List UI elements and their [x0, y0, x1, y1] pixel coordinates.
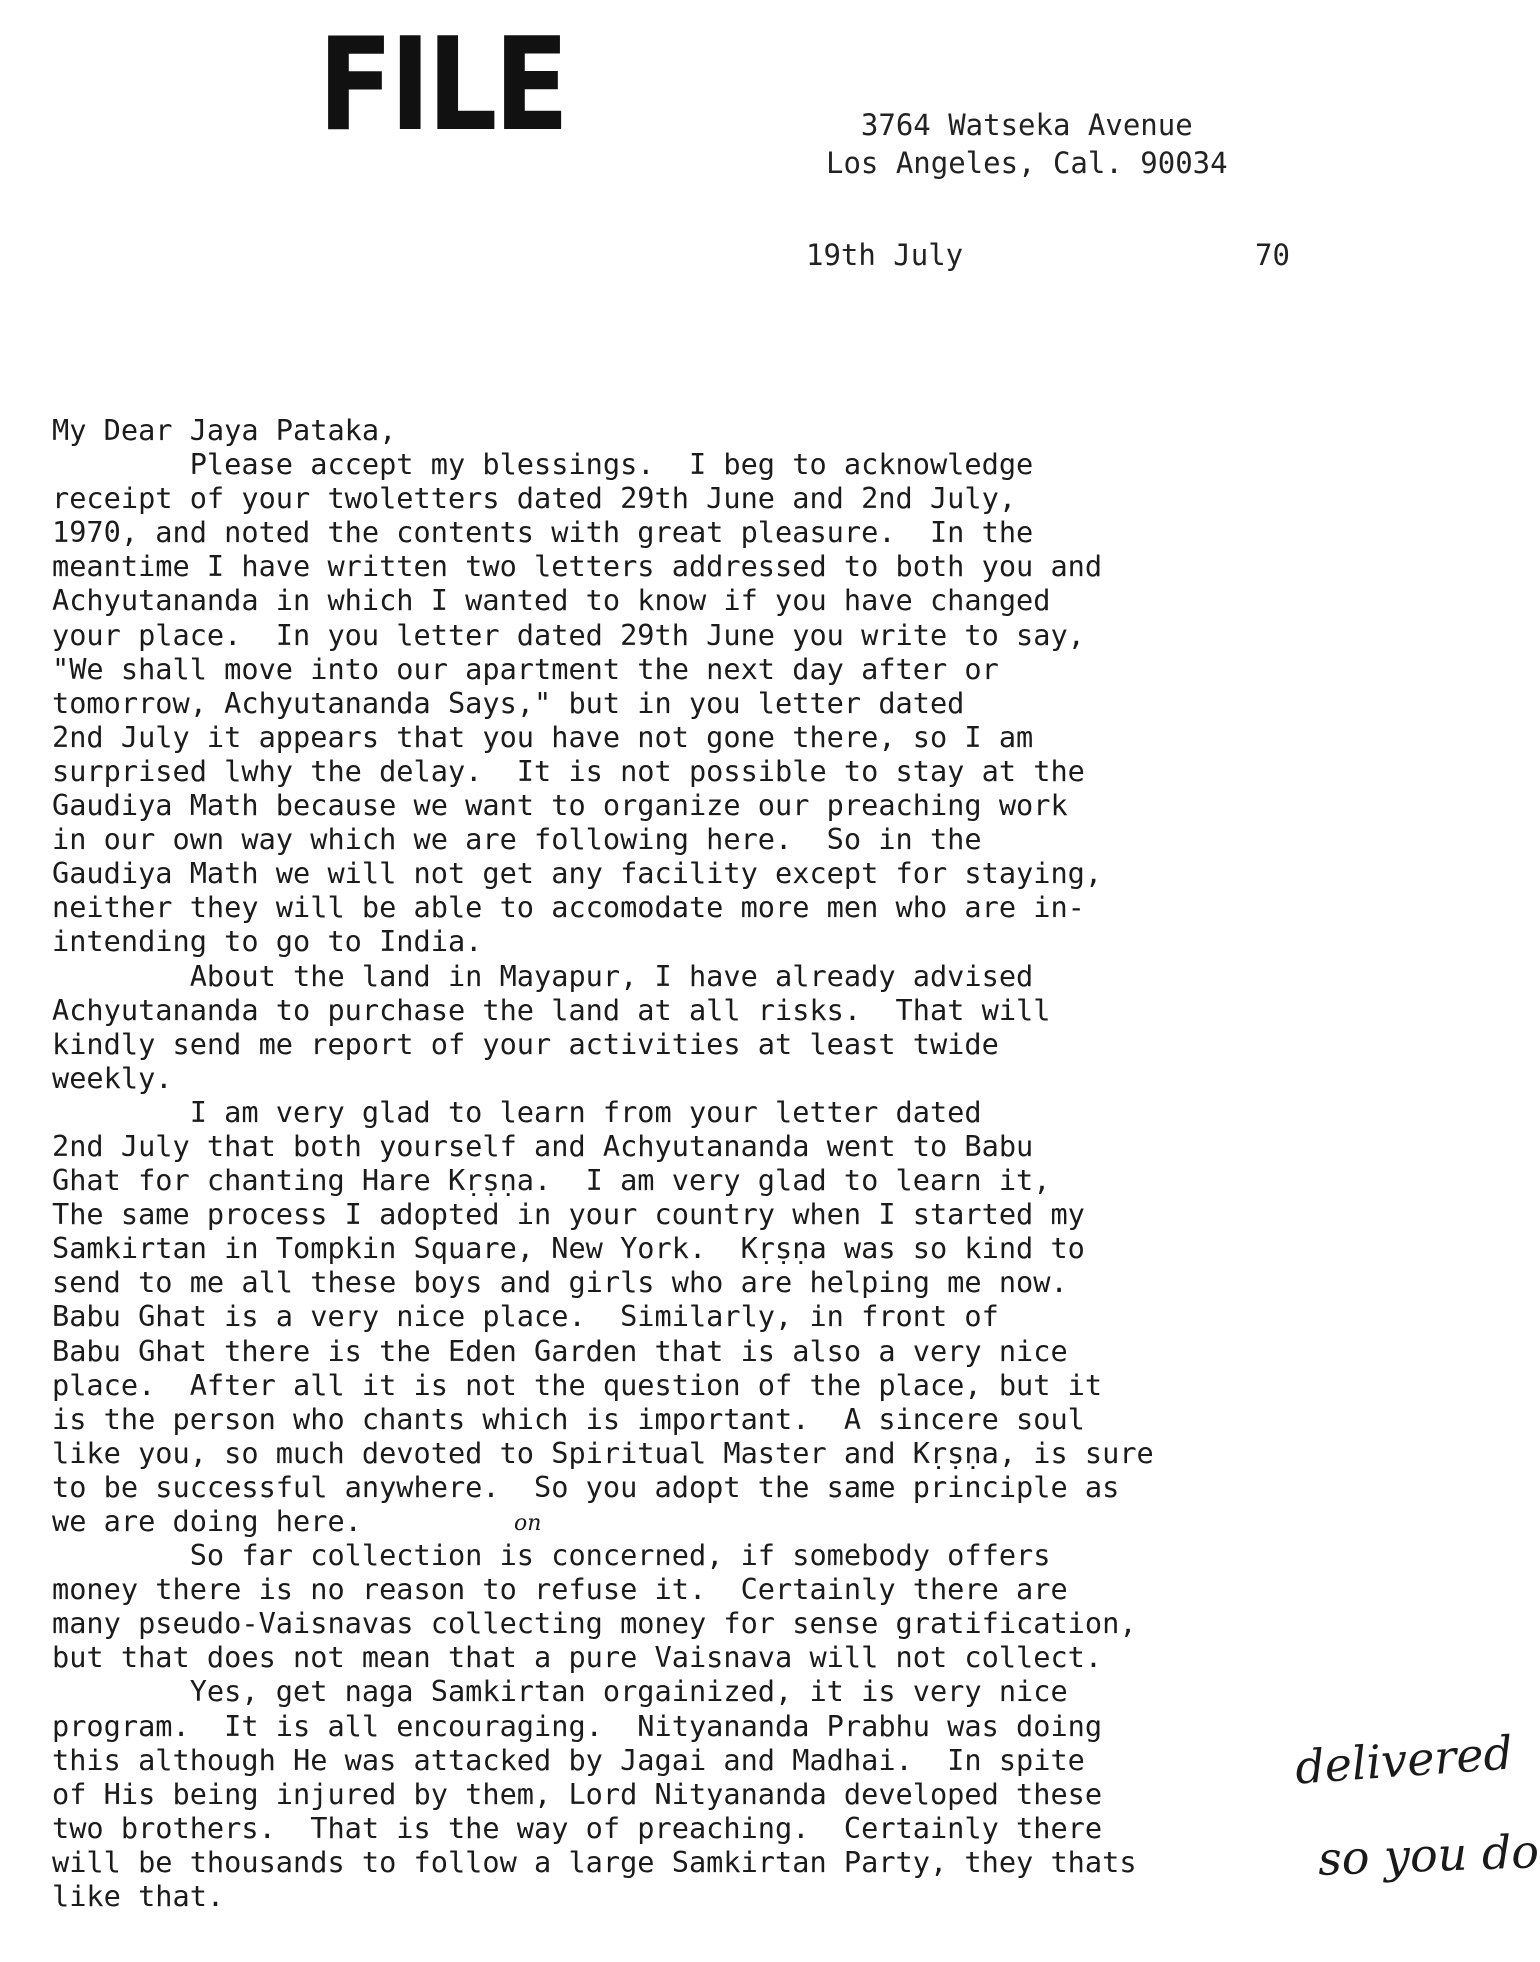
- letter-date: 19th July: [806, 238, 964, 272]
- letter-line: place. After all it is not the question of the place, but it: [52, 1367, 1103, 1402]
- letter-line: send to me all these boys and girls who are helping me now.: [52, 1265, 1068, 1300]
- letter-line: weekly.: [52, 1060, 173, 1095]
- letter-line: this although He was attacked by Jagai and Madhai. In spite: [52, 1742, 1085, 1777]
- letter-line: 1970, and noted the contents with great pleasure. In the: [52, 515, 1034, 550]
- letter-line: The same process I adopted in your country when I started my: [52, 1197, 1085, 1232]
- letter-line: receipt of your twoletters dated 29th June and 2nd July,: [52, 481, 1017, 516]
- handwritten-margin-note: delivered: [1293, 1725, 1515, 1795]
- address-city: Los Angeles, Cal. 90034: [826, 146, 1228, 180]
- file-stamp: FILE: [318, 11, 566, 160]
- letter-line: is the person who chants which is important. A sincere soul: [52, 1401, 1085, 1436]
- letter-line: tomorrow, Achyutananda Says," but in you letter dated: [52, 685, 965, 720]
- sender-address: [826, 106, 1228, 182]
- letter-line: Gaudiya Math we will not get any facility except for staying,: [52, 856, 1103, 891]
- handwritten-margin-note-2: so you do: [1317, 1824, 1540, 1886]
- address-street: 3764 Watseka Avenue: [860, 108, 1193, 142]
- handwritten-insertion: on: [514, 1511, 542, 1536]
- letter-line: kindly send me report of your activities at least twide: [52, 1026, 999, 1061]
- letter-line: of His being injured by them, Lord Nityananda developed these: [52, 1776, 1103, 1811]
- letter-line: many pseudo-Vaisnavas collecting money for sense gratification,: [52, 1606, 1137, 1641]
- letter-line: Samkirtan in Tompkin Square, New York. Kṛṣṇa was so kind to: [52, 1231, 1085, 1266]
- letter-line: Babu Ghat is a very nice place. Similarly, in front of: [52, 1299, 999, 1334]
- letter-year: 70: [1255, 238, 1290, 272]
- letter-line: to be successful anywhere. So you adopt the same principle as: [52, 1469, 1120, 1504]
- letter-line: Ghat for chanting Hare Kṛṣṇa. I am very glad to learn it,: [52, 1163, 1051, 1198]
- letter-line: Please accept my blessings. I beg to acknowledge: [52, 447, 1034, 482]
- letter-line: surprised lwhy the delay. It is not possible to stay at the: [52, 753, 1085, 788]
- letter-line: Babu Ghat there is the Eden Garden that is also a very nice: [52, 1333, 1068, 1368]
- letter-line: Gaudiya Math because we want to organize our preaching work: [52, 788, 1068, 823]
- letter-line: will be thousands to follow a large Samkirtan Party, they thats: [52, 1844, 1137, 1879]
- letter-line: 2nd July that both yourself and Achyutananda went to Babu: [52, 1128, 1034, 1163]
- letter-line: About the land in Mayapur, I have already advised: [52, 958, 1034, 993]
- letter-line: in our own way which we are following here. So in the: [52, 822, 982, 857]
- letter-line: 2nd July it appears that you have not gone there, so I am: [52, 719, 1034, 754]
- letter-line: money there is no reason to refuse it. Certainly there are: [52, 1572, 1068, 1607]
- letter-line: program. It is all encouraging. Nityananda Prabhu was doing: [52, 1708, 1103, 1743]
- letter-line: meantime I have written two letters addressed to both you and: [52, 549, 1103, 584]
- letter-line: like that.: [52, 1879, 225, 1914]
- letter-line: your place. In you letter dated 29th June you write to say,: [52, 617, 1085, 652]
- letter-line: neither they will be able to accomodate more men who are in-: [52, 890, 1085, 925]
- letter-body: [52, 413, 1342, 1913]
- letter-line: Yes, get naga Samkirtan orgainized, it is very nice: [52, 1674, 1068, 1709]
- letter-line: Achyutananda to purchase the land at all risks. That will: [52, 992, 1051, 1027]
- letter-line: we are doing here.: [52, 1504, 362, 1538]
- letter-line: intending to go to India.: [52, 924, 483, 959]
- letter-line: Achyutananda in which I wanted to know if you have changed: [52, 583, 1051, 618]
- letter-line: My Dear Jaya Pataka,: [52, 413, 397, 447]
- letter-line: "We shall move into our apartment the next day after or: [52, 651, 999, 686]
- letter-line: but that does not mean that a pure Vaisnava will not collect.: [52, 1640, 1103, 1675]
- letter-line: two brothers. That is the way of preaching. Certainly there: [52, 1810, 1103, 1845]
- letter-line: So far collection is concerned, if somebody offers: [52, 1538, 1051, 1573]
- letter-line: I am very glad to learn from your letter dated: [52, 1094, 982, 1129]
- letter-line: like you, so much devoted to Spiritual Master and Kṛṣṇa, is sure: [52, 1435, 1154, 1470]
